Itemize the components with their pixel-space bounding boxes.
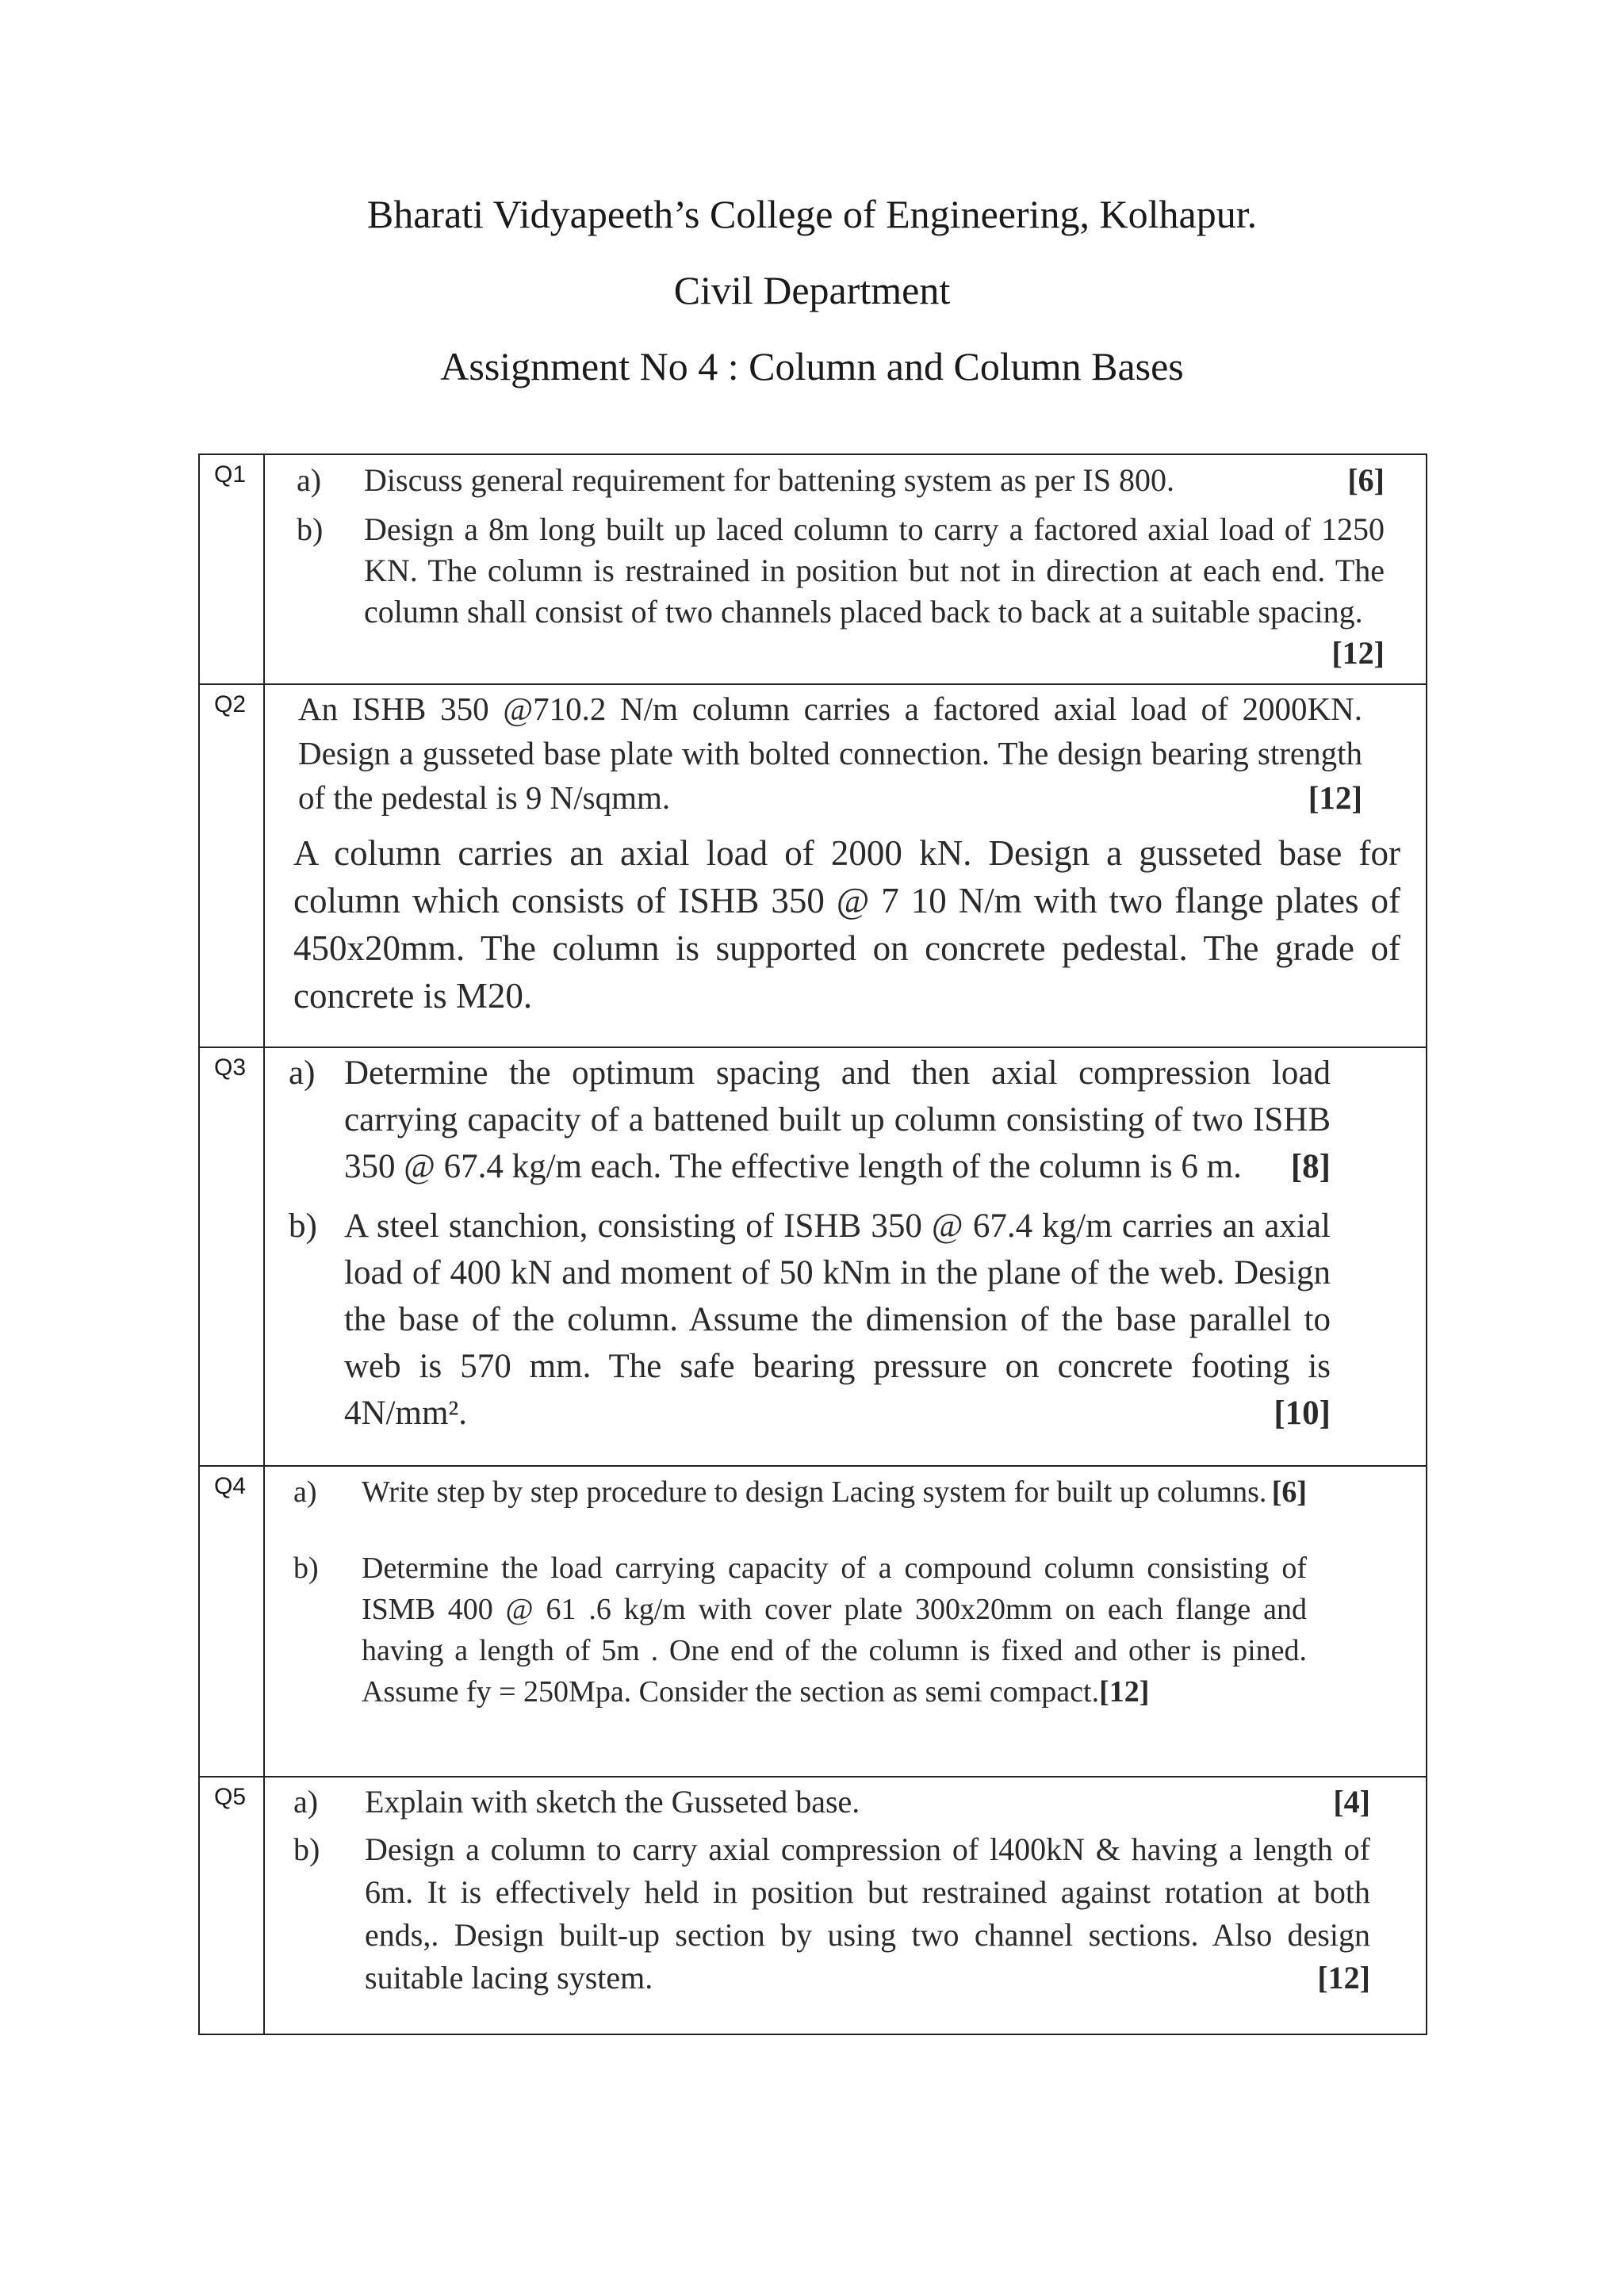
part-text: An ISHB 350 @710.2 N/m column carries a factored axial load of 2000KN. Design a gusseted base plate with bolted connection. The design bearing strength of the pedestal is 9 N/sqmm.	[298, 691, 1362, 816]
part-label: b)	[293, 1552, 319, 1585]
part-label: a)	[293, 1475, 317, 1509]
part-label: a)	[289, 1054, 316, 1092]
college-name: Bharati Vidyapeeth’s College of Engineering, Kolhapur.	[366, 192, 1258, 236]
part-marks: [12]	[1099, 1675, 1150, 1709]
part-text: Determine the optimum spacing and then axial compression load carrying capacity of a battened built up column consisting of two ISHB 350 @ 67.4 kg/m each. The effective length of the column is 6 m.	[344, 1054, 1331, 1185]
part-marks: [12]	[1308, 779, 1362, 816]
question-row	[199, 1466, 1427, 1777]
part-label: a)	[297, 462, 322, 498]
question-number: Q4	[199, 1466, 264, 1777]
part-marks: [8]	[1290, 1148, 1331, 1185]
question-row	[199, 684, 1427, 1047]
question-part	[293, 1471, 1307, 1513]
question-row	[199, 454, 1427, 684]
part-label: b)	[293, 1831, 320, 1867]
question-part	[293, 1781, 1370, 1823]
part-text: Explain with sketch the Gusseted base.	[365, 1784, 860, 1820]
question-part	[298, 687, 1362, 820]
question-number: Q3	[199, 1047, 264, 1466]
part-label: b)	[289, 1207, 317, 1245]
question-number: Q2	[199, 684, 264, 1047]
part-label: a)	[293, 1784, 319, 1820]
part-marks: [12]	[1317, 1960, 1370, 1996]
part-marks: [4]	[1333, 1784, 1370, 1820]
questions-table	[198, 453, 1427, 2035]
part-text: Design a 8m long built up laced column to carry a factored axial load of 1250 KN. The column is restrained in position but not in direction at each end. The column shall consist of two channels placed back to back at a suitable spacing.	[364, 511, 1385, 629]
part-label: b)	[297, 511, 324, 547]
question-part	[289, 1050, 1331, 1190]
question-row	[199, 1777, 1427, 2034]
question-part	[289, 1203, 1331, 1437]
question-part	[297, 509, 1385, 674]
question-part	[297, 460, 1385, 501]
question-number: Q1	[199, 454, 264, 684]
part-text: Design a column to carry axial compression of l400kN & having a length of 6m. It is effectively held in position but restrained against rotation at both ends,. Design built-up section by using two channel sections. Also design suitable lacing system.	[365, 1831, 1370, 1996]
part-text: Determine the load carrying capacity of a compound column consisting of ISMB 400 @ 61 .6 kg/m with cover plate 300x20mm on each flange and having a length of 5m . One end of the column is fixed and other is pined. Assume fy = 250Mpa. Consider the section as semi compact.	[362, 1552, 1307, 1709]
part-text: A column carries an axial load of 2000 kN. Design a gusseted base for column which consists of ISHB 350 @ 7 10 N/m with two flange plates of 450x20mm. The column is supported on concrete pedestal. The grade of concrete is M20.	[293, 833, 1400, 1016]
part-marks: [6]	[1347, 462, 1385, 498]
part-marks: [6]	[1271, 1475, 1307, 1509]
assignment-title: Assignment No 4 : Column and Column Bases	[440, 344, 1184, 388]
part-text: Write step by step procedure to design Lacing system for built up columns.	[362, 1475, 1267, 1509]
part-marks: [10]	[1274, 1395, 1331, 1432]
question-row	[199, 1047, 1427, 1466]
question-part	[293, 829, 1400, 1020]
part-text: A steel stanchion, consisting of ISHB 350 @ 67.4 kg/m carries an axial load of 400 kN and moment of 50 kNm in the plane of the web. Design the base of the column. Assume the dimension of the base parallel to web is 570 mm. The safe bearing pressure on concrete footing is 4N/mm².	[344, 1207, 1331, 1432]
question-part	[293, 1548, 1307, 1712]
part-marks: [12]	[1331, 635, 1385, 671]
question-number: Q5	[199, 1777, 264, 2034]
question-part	[293, 1828, 1370, 1999]
department-name: Civil Department	[673, 268, 951, 312]
part-text: Discuss general requirement for battening system as per IS 800.	[364, 462, 1174, 498]
